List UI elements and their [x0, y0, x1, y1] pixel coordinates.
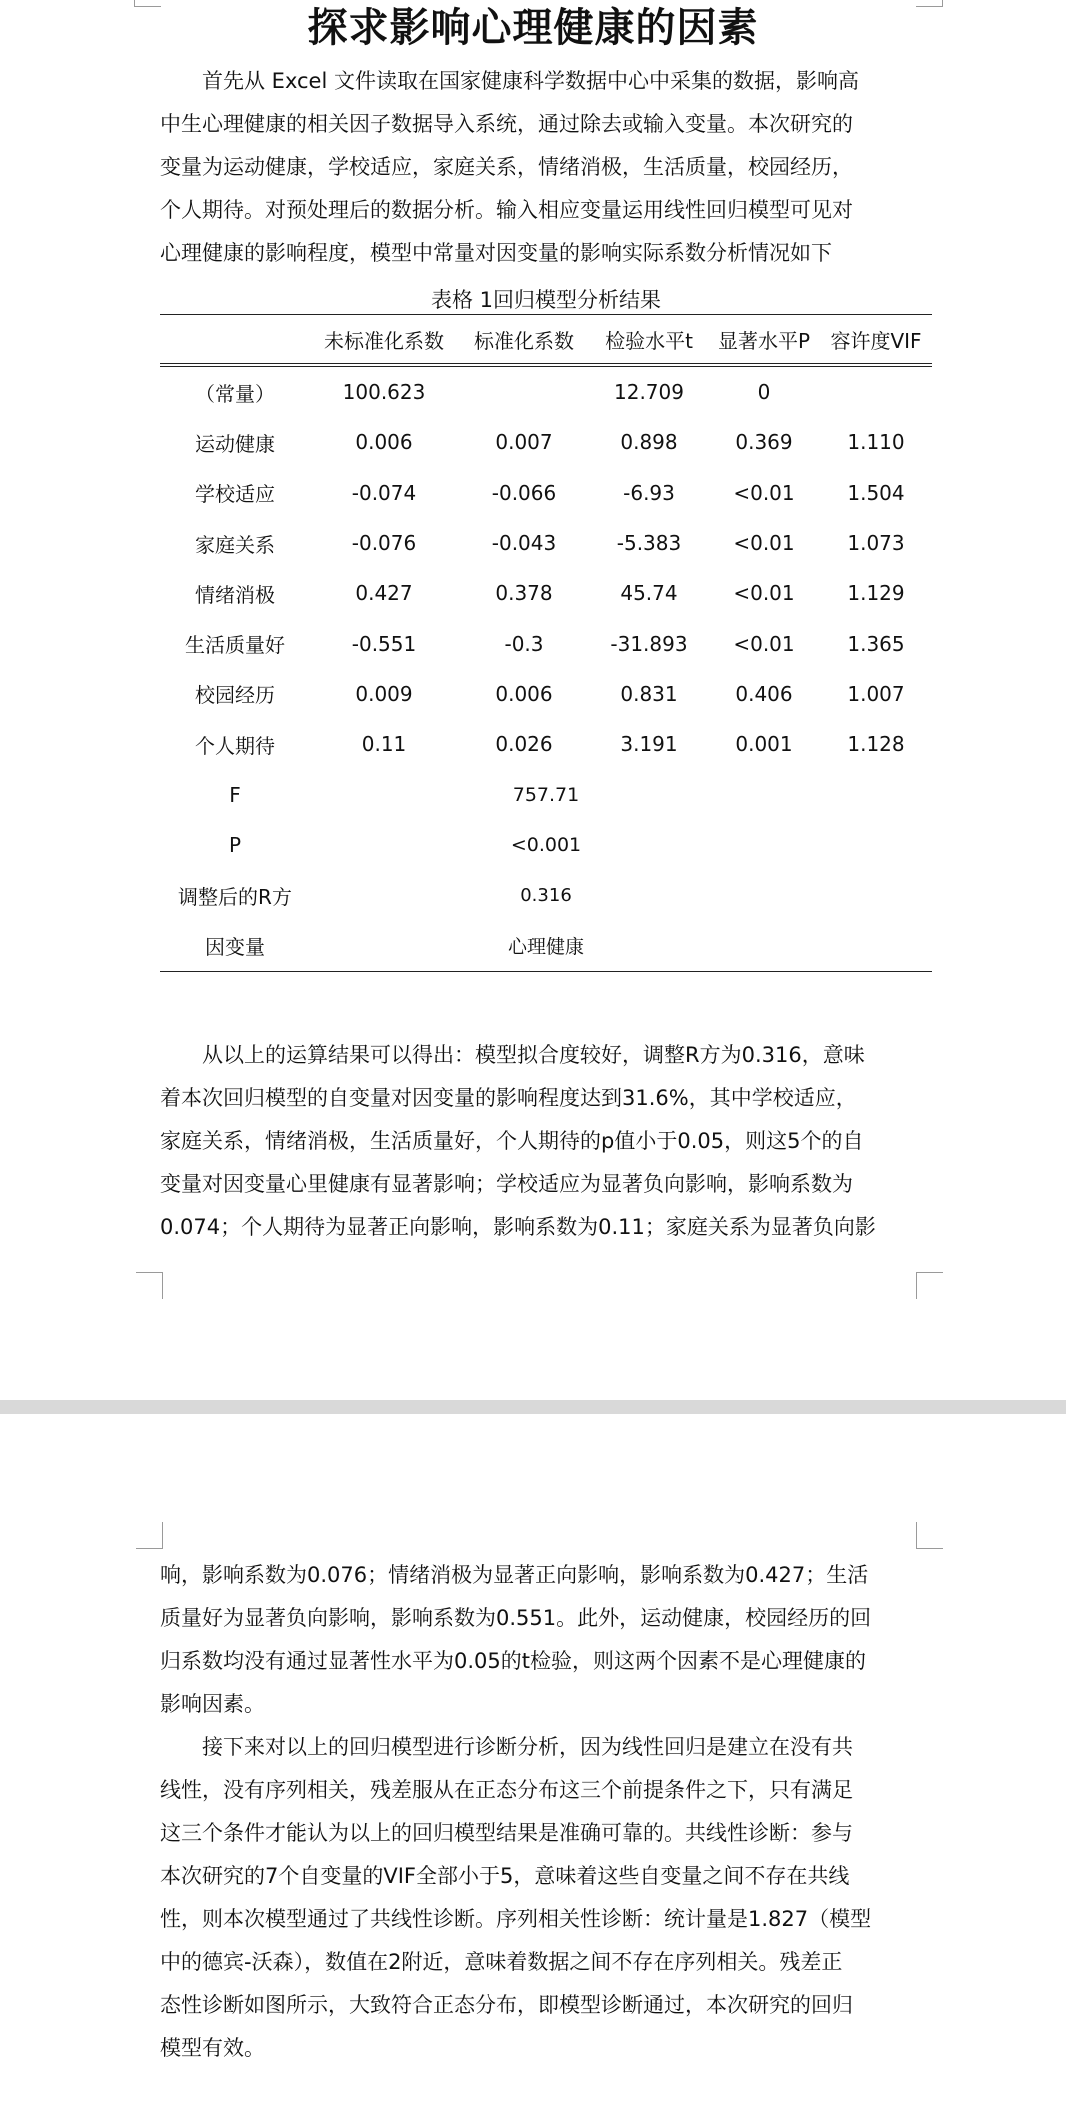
text-line: 线性，没有序列相关，残差服从在正态分布这三个前提条件之下，只有满足 — [160, 1778, 853, 1802]
text-line: 影响因素。 — [160, 1692, 265, 1716]
table-cell: 1.073 — [847, 531, 905, 556]
table-row — [160, 417, 932, 467]
table-cell: -0.076 — [351, 531, 417, 556]
table-cell: -0.551 — [351, 631, 417, 656]
text-line: 这三个条件才能认为以上的回归模型结果是准确可靠的。共线性诊断：参与 — [160, 1821, 853, 1845]
text-line: 家庭关系，情绪消极，生活质量好，个人期待的p值小于0.05，则这5个的自 — [160, 1129, 864, 1153]
stat-label: 因变量 — [205, 934, 265, 959]
table-cell: 0.009 — [355, 681, 413, 706]
table-cell: 0.427 — [355, 581, 413, 606]
table-cell: 1.128 — [847, 732, 905, 757]
text-line: 响，影响系数为0.076；情绪消极为显著正向影响，影响系数为0.427；生活 — [160, 1563, 869, 1587]
crop-mark — [136, 1272, 163, 1299]
text-line: 个人期待。对预处理后的数据分析。输入相应变量运用线性回归模型可见对 — [160, 198, 853, 222]
table-row — [160, 468, 932, 518]
table-stat-row — [160, 820, 932, 870]
table-cell: -0.3 — [504, 631, 544, 656]
crop-mark — [916, 1522, 943, 1549]
table-cell: -0.074 — [351, 480, 417, 505]
table-cell: -6.93 — [623, 480, 675, 505]
text-line: 0.074；个人期待为显著正向影响，影响系数为0.11；家庭关系为显著负向影 — [160, 1215, 876, 1239]
text-line: 本次研究的7个自变量的VIF全部小于5，意味着这些自变量之间不存在共线 — [160, 1864, 850, 1888]
text-line: 性，则本次模型通过了共线性诊断。序列相关性诊断：统计量是1.827（模型 — [160, 1907, 872, 1931]
table-header — [160, 315, 310, 366]
text-line: 变量对因变量心里健康有显著影响；学校适应为显著负向影响，影响系数为 — [160, 1172, 853, 1196]
table-cell: 0.898 — [620, 430, 678, 455]
table-cell: <0.01 — [733, 631, 795, 656]
table-cell: 0.406 — [735, 681, 793, 706]
intro-paragraph — [160, 60, 912, 275]
table-row — [160, 719, 932, 769]
table-row — [160, 618, 932, 668]
table-row — [160, 518, 932, 568]
table-header: 未标准化系数 — [324, 328, 444, 353]
page-separator — [0, 1400, 1066, 1414]
text-line: 态性诊断如图所示，大致符合正态分布，即模型诊断通过，本次研究的回归 — [160, 1993, 853, 2017]
text-line: 中的德宾-沃森），数值在2附近，意味着数据之间不存在序列相关。残差正 — [160, 1950, 843, 1974]
table-cell: 运动健康 — [195, 431, 275, 456]
table-cell: 1.504 — [847, 480, 905, 505]
table-cell — [820, 365, 932, 417]
text-line: 质量好为显著负向影响，影响系数为0.551。此外，运动健康，校园经历的回 — [160, 1606, 872, 1630]
table-cell: 45.74 — [620, 581, 678, 606]
stat-value: <0.001 — [510, 833, 582, 856]
table-stat-row — [160, 870, 932, 920]
table-cell: 0.831 — [620, 681, 678, 706]
table-cell: 1.110 — [847, 430, 905, 455]
stat-label: 调整后的R方 — [178, 884, 292, 909]
table-cell: 个人期待 — [195, 733, 275, 758]
text-line: 接下来对以上的回归模型进行诊断分析，因为线性回归是建立在没有共 — [202, 1735, 853, 1759]
table-cell: 0.11 — [361, 732, 407, 757]
stat-value: 757.71 — [512, 783, 580, 806]
table-cell: 0.001 — [735, 732, 793, 757]
text-line: 从以上的运算结果可以得出：模型拟合度较好，调整R方为0.316，意味 — [202, 1043, 865, 1067]
table-cell: 0 — [757, 380, 771, 405]
table-cell: 0.007 — [495, 430, 553, 455]
table-header: 标准化系数 — [474, 328, 574, 353]
table-cell: -0.066 — [491, 480, 557, 505]
stat-label: P — [228, 832, 242, 857]
table-cell: （常量） — [195, 381, 275, 406]
document-page-2 — [0, 1414, 1066, 2114]
table-cell: 100.623 — [342, 380, 426, 405]
table-stat-row — [160, 769, 932, 819]
table-cell: 校园经历 — [195, 683, 275, 708]
table-cell: 0.369 — [735, 430, 793, 455]
table-cell: 3.191 — [620, 732, 678, 757]
crop-mark — [136, 1522, 163, 1549]
text-line: 变量为运动健康，学校适应，家庭关系，情绪消极，生活质量，校园经历， — [160, 155, 853, 179]
continued-paragraph — [160, 1554, 912, 1726]
table-cell: <0.01 — [733, 480, 795, 505]
table-cell: <0.01 — [733, 531, 795, 556]
table-cell: -0.043 — [491, 531, 557, 556]
text-line: 首先从 Excel 文件读取在国家健康科学数据中心中采集的数据，影响高 — [202, 69, 859, 93]
table-header: 检验水平t — [605, 328, 693, 353]
stat-label: F — [229, 782, 241, 807]
table-cell: -31.893 — [610, 631, 688, 656]
table-cell: 家庭关系 — [195, 532, 275, 557]
table-row — [160, 365, 932, 417]
table-caption: 表格 1回归模型分析结果 — [430, 288, 662, 312]
crop-mark — [916, 1272, 943, 1299]
regression-table — [160, 314, 932, 972]
table-stat-row — [160, 920, 932, 971]
table-cell: -5.383 — [616, 531, 682, 556]
table-cell: 生活质量好 — [185, 633, 285, 658]
table-cell — [458, 365, 590, 417]
table-cell: 12.709 — [614, 380, 684, 405]
table-cell: 1.007 — [847, 681, 905, 706]
stat-value: 0.316 — [520, 884, 572, 906]
text-line: 心理健康的影响程度，模型中常量对因变量的影响实际系数分析情况如下 — [160, 241, 832, 265]
table-cell: 1.365 — [847, 631, 905, 656]
table-row — [160, 568, 932, 618]
table-cell: <0.01 — [733, 581, 795, 606]
diagnosis-paragraph — [160, 1726, 912, 2070]
results-paragraph — [160, 1034, 912, 1249]
table-header: 容许度VIF — [830, 328, 922, 353]
table-row — [160, 669, 932, 719]
stat-value: 心理健康 — [507, 935, 584, 958]
text-line: 着本次回归模型的自变量对因变量的影响程度达到31.6%，其中学校适应， — [160, 1086, 857, 1110]
text-line: 中生心理健康的相关因子数据导入系统，通过除去或输入变量。本次研究的 — [160, 112, 853, 136]
text-line: 归系数均没有通过显著性水平为0.05的t检验，则这两个因素不是心理健康的 — [160, 1649, 866, 1673]
table-cell: 0.006 — [355, 430, 413, 455]
table-header-row — [160, 315, 932, 366]
table-cell: 1.129 — [847, 581, 905, 606]
table-header: 显著水平P — [717, 328, 811, 353]
table-cell: 0.006 — [495, 681, 553, 706]
text-line: 模型有效。 — [160, 2036, 265, 2060]
table-cell: 0.026 — [495, 732, 553, 757]
table-cell: 情绪消极 — [195, 582, 275, 607]
table-cell: 学校适应 — [195, 482, 275, 507]
page-title: 探求影响心理健康的因素 — [307, 5, 759, 51]
table-cell: 0.378 — [495, 581, 553, 606]
